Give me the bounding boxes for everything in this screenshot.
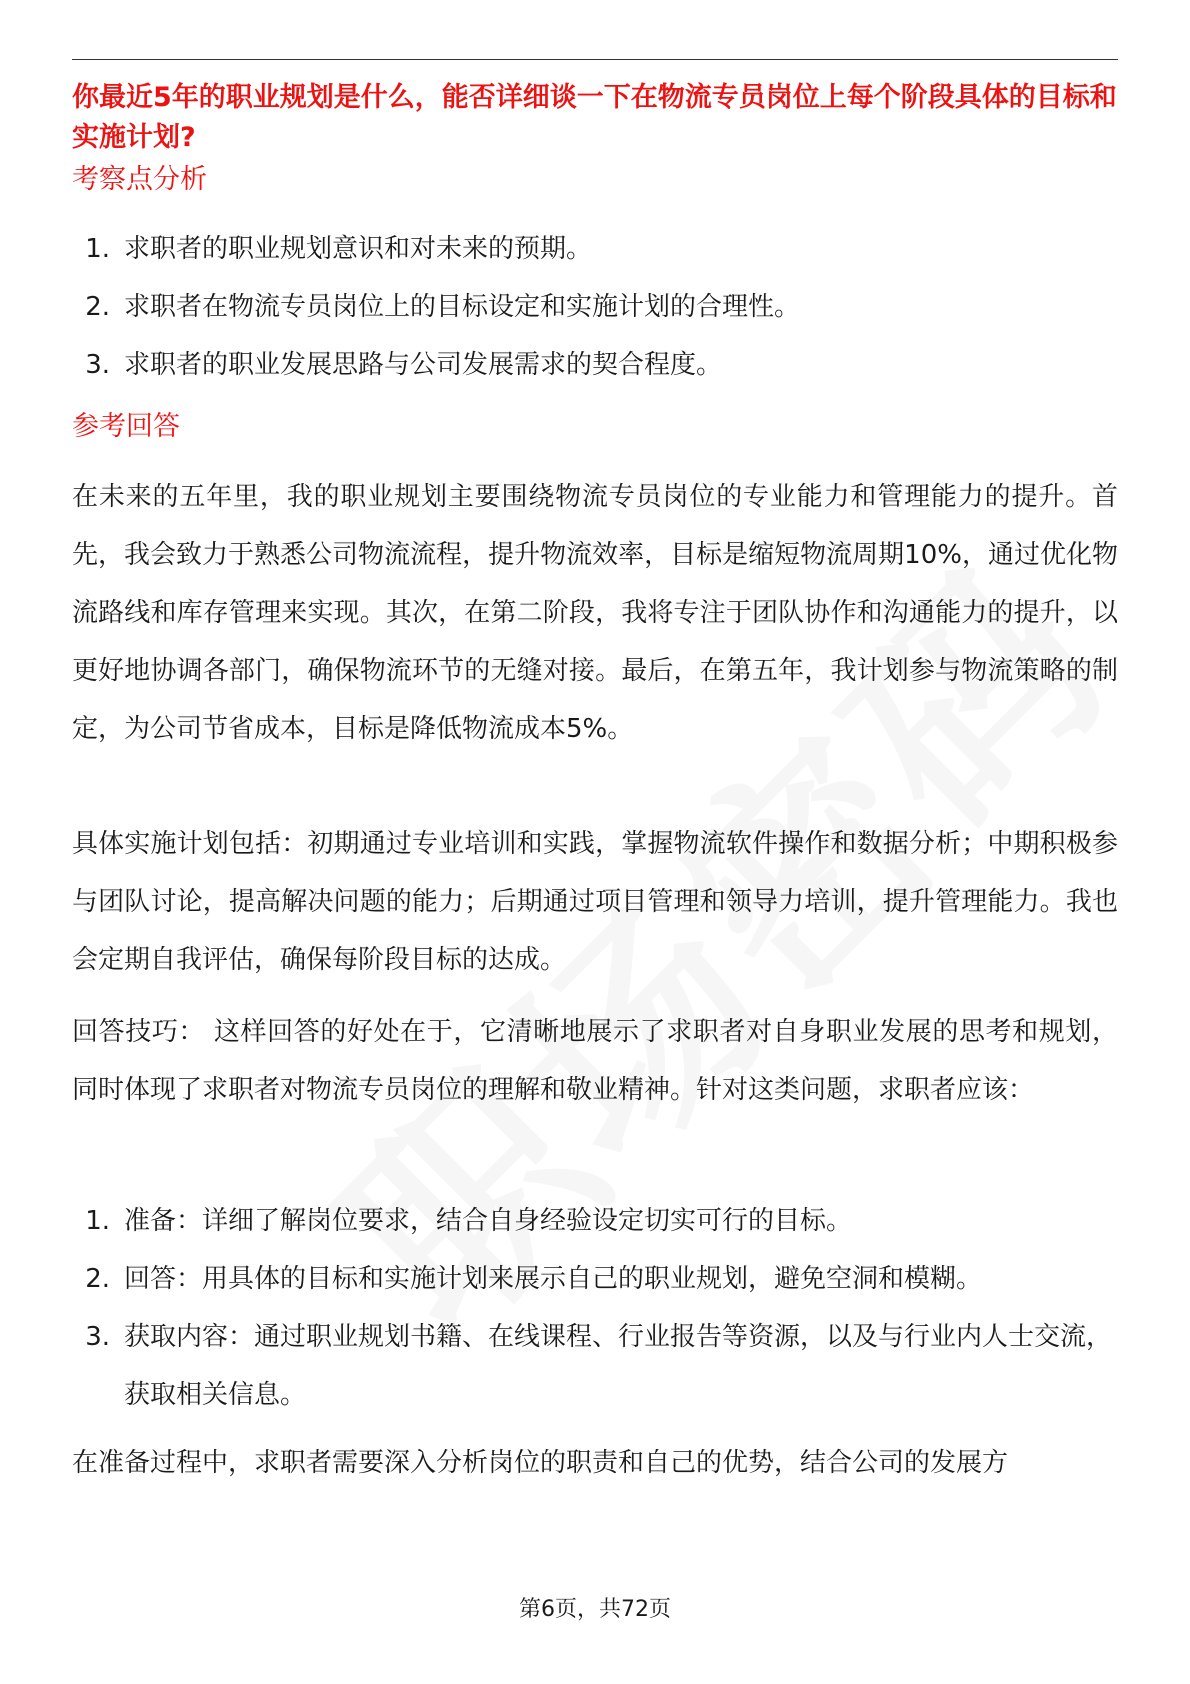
implementation-paragraph: 具体实施计划包括：初期通过专业培训和实践，掌握物流软件操作和数据分析；中期积极参与团队讨论，提高解决问题的能力；后期通过项目管理和领导力培训，提升管理能力。我也会定期自我评估，确保每阶段目标的达成。 (72, 829, 1118, 975)
tips-list (72, 1192, 1118, 1424)
list-item-number: 1. (85, 234, 110, 264)
analysis-list (72, 220, 1118, 394)
list-item-text: 准备：详细了解岗位要求，结合自身经验设定切实可行的目标。 (124, 1206, 853, 1236)
list-item-text: 求职者的职业规划意识和对未来的预期。 (124, 234, 593, 264)
page-number: 第6页，共72页 (519, 1597, 671, 1622)
list-item (72, 336, 1118, 394)
list-item-number: 2. (85, 292, 110, 322)
analysis-heading: 考察点分析 (72, 164, 207, 195)
list-item-text: 回答：用具体的目标和实施计划来展示自己的职业规划，避免空洞和模糊。 (124, 1264, 983, 1294)
list-item-text: 求职者在物流专员岗位上的目标设定和实施计划的合理性。 (124, 292, 801, 322)
list-item (72, 1308, 1118, 1424)
list-item-number: 3. (85, 1322, 110, 1352)
list-item-number: 1. (85, 1206, 110, 1236)
closing-paragraph: 在准备过程中，求职者需要深入分析岗位的职责和自己的优势，结合公司的发展方 (72, 1448, 1009, 1478)
list-item (72, 220, 1118, 278)
tips-intro-paragraph: 回答技巧： 这样回答的好处在于，它清晰地展示了求职者对自身职业发展的思考和规划，同时体现了求职者对物流专员岗位的理解和敬业精神。针对这类问题，求职者应该： (72, 1017, 1118, 1105)
list-item (72, 1192, 1118, 1250)
list-item-text: 获取内容：通过职业规划书籍、在线课程、行业报告等资源，以及与行业内人士交流，获取相关信息。 (124, 1322, 1113, 1410)
list-item-number: 2. (85, 1264, 110, 1294)
document-page (72, 0, 1118, 1684)
answer-heading: 参考回答 (72, 411, 180, 442)
top-divider (72, 59, 1118, 60)
list-item (72, 278, 1118, 336)
list-item-text: 求职者的职业发展思路与公司发展需求的契合程度。 (124, 350, 723, 380)
list-item (72, 1250, 1118, 1308)
list-item-number: 3. (85, 350, 110, 380)
answer-paragraph: 在未来的五年里，我的职业规划主要围绕物流专员岗位的专业能力和管理能力的提升。首先，我会致力于熟悉公司物流流程，提升物流效率，目标是缩短物流周期10%，通过优化物流路线和库存管理来实现。其次，在第二阶段，我将专注于团队协作和沟通能力的提升，以更好地协调各部门，确保物流环节的无缝对接。最后，在第五年，我计划参与物流策略的制定，为公司节省成本，目标是降低物流成本5%。 (72, 482, 1118, 744)
question-title: 你最近5年的职业规划是什么，能否详细谈一下在物流专员岗位上每个阶段具体的目标和实施计划? (72, 82, 1117, 153)
